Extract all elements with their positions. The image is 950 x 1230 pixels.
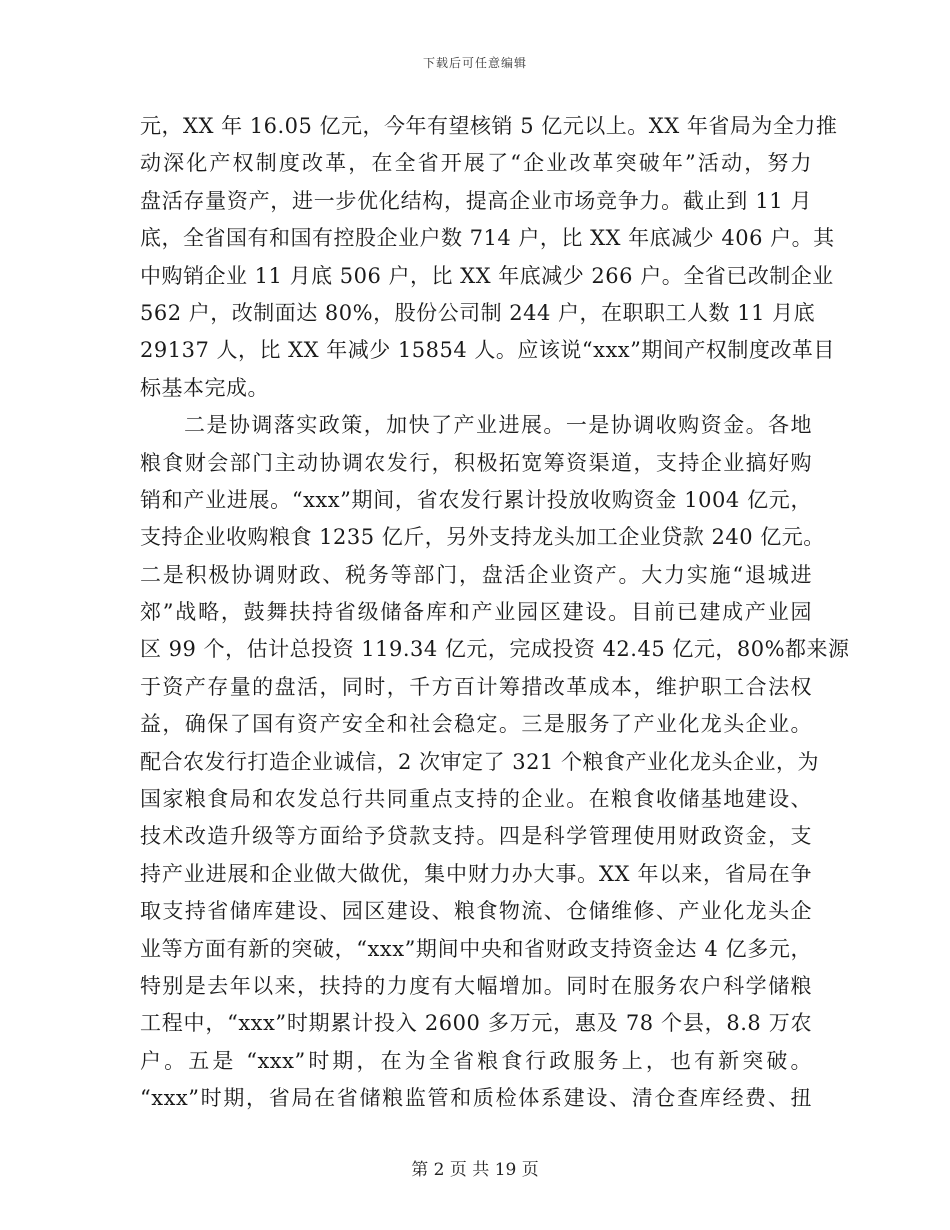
text-line: 底，全省国有和国有控股企业户数 714 户，比 XX 年底减少 406 户。其 [140, 226, 835, 251]
text-line: 中购销企业 11 月底 506 户，比 XX 年底减少 266 户。全省已改制企业 [140, 263, 834, 288]
text-line: 元，XX 年 16.05 亿元，今年有望核销 5 亿元以上。XX 年省局为全力推 [140, 114, 838, 138]
text-line: 动深化产权制度改革，在全省开展了“企业改革突破年”活动，努力 [140, 151, 812, 176]
text-line: 工程中，“xxx”时期累计投入 2600 多万元，惠及 78 个县，8.8 万农 [140, 1011, 812, 1036]
text-line: 取支持省储库建设、园区建设、粮食物流、仓储维修、产业化龙头企 [140, 899, 812, 924]
text-line: 粮食财会部门主动协调农发行，积极拓宽筹资渠道，支持企业搞好购 [140, 450, 812, 475]
text-line: 益，确保了国有资产安全和社会稳定。三是服务了产业化龙头企业。 [140, 712, 812, 737]
text-line: 562 户，改制面达 80%，股份公司制 244 户，在职职工人数 11 月底 [140, 300, 816, 325]
text-line: 郊”战略，鼓舞扶持省级储备库和产业园区建设。目前已建成产业园 [140, 600, 812, 625]
text-line: 国家粮食局和农发总行共同重点支持的企业。在粮食收储基地建设、 [140, 787, 812, 812]
text-line: 特别是去年以来，扶持的力度有大幅增加。同时在服务农户科学储粮 [140, 973, 812, 998]
text-line: 于资产存量的盘活，同时，千方百计筹措改革成本，维护职工合法权 [140, 674, 812, 699]
header-note: 下载后可任意编辑 [422, 56, 527, 70]
text-line: 二是协调落实政策，加快了产业进展。一是协调收购资金。各地 [184, 413, 812, 438]
text-line: 标基本完成。 [140, 375, 269, 400]
text-line: 盘活存量资产，进一步优化结构，提高企业市场竞争力。截止到 11 月 [140, 188, 812, 213]
text-line: 二是积极协调财政、税务等部门，盘活企业资产。大力实施“退城进 [140, 562, 812, 587]
text-line: “xxx”时期，省局在省储粮监管和质检体系建设、清仓查库经费、扭 [140, 1086, 812, 1111]
text-line: 29137 人，比 XX 年减少 15854 人。应该说“xxx”期间产权制度改革目 [140, 338, 835, 363]
text-line: 户。五是 “xxx”时期，在为全省粮食行政服务上，也有新突破。 [140, 1048, 812, 1073]
body-text [140, 108, 850, 1118]
text-line: 持产业进展和企业做大做优，集中财力办大事。XX 年以来，省局在争 [140, 861, 812, 886]
page-number-footer: 第 2 页 共 19 页 [411, 1160, 539, 1180]
text-line: 支持企业收购粮食 1235 亿斤，另外支持龙头加工企业贷款 240 亿元。 [140, 525, 825, 550]
text-line: 销和产业进展。“xxx”期间，省农发行累计投放收购资金 1004 亿元， [140, 487, 812, 512]
text-line: 区 99 个，估计总投资 119.34 亿元，完成投资 42.45 亿元，80%都来源 [140, 637, 850, 662]
text-line: 技术改造升级等方面给予贷款支持。四是科学管理使用财政资金，支 [140, 824, 812, 849]
text-line: 配合农发行打造企业诚信，2 次审定了 321 个粮食产业化龙头企业，为 [140, 749, 819, 774]
text-line: 业等方面有新的突破，“xxx”期间中央和省财政支持资金达 4 亿多元， [140, 936, 812, 961]
